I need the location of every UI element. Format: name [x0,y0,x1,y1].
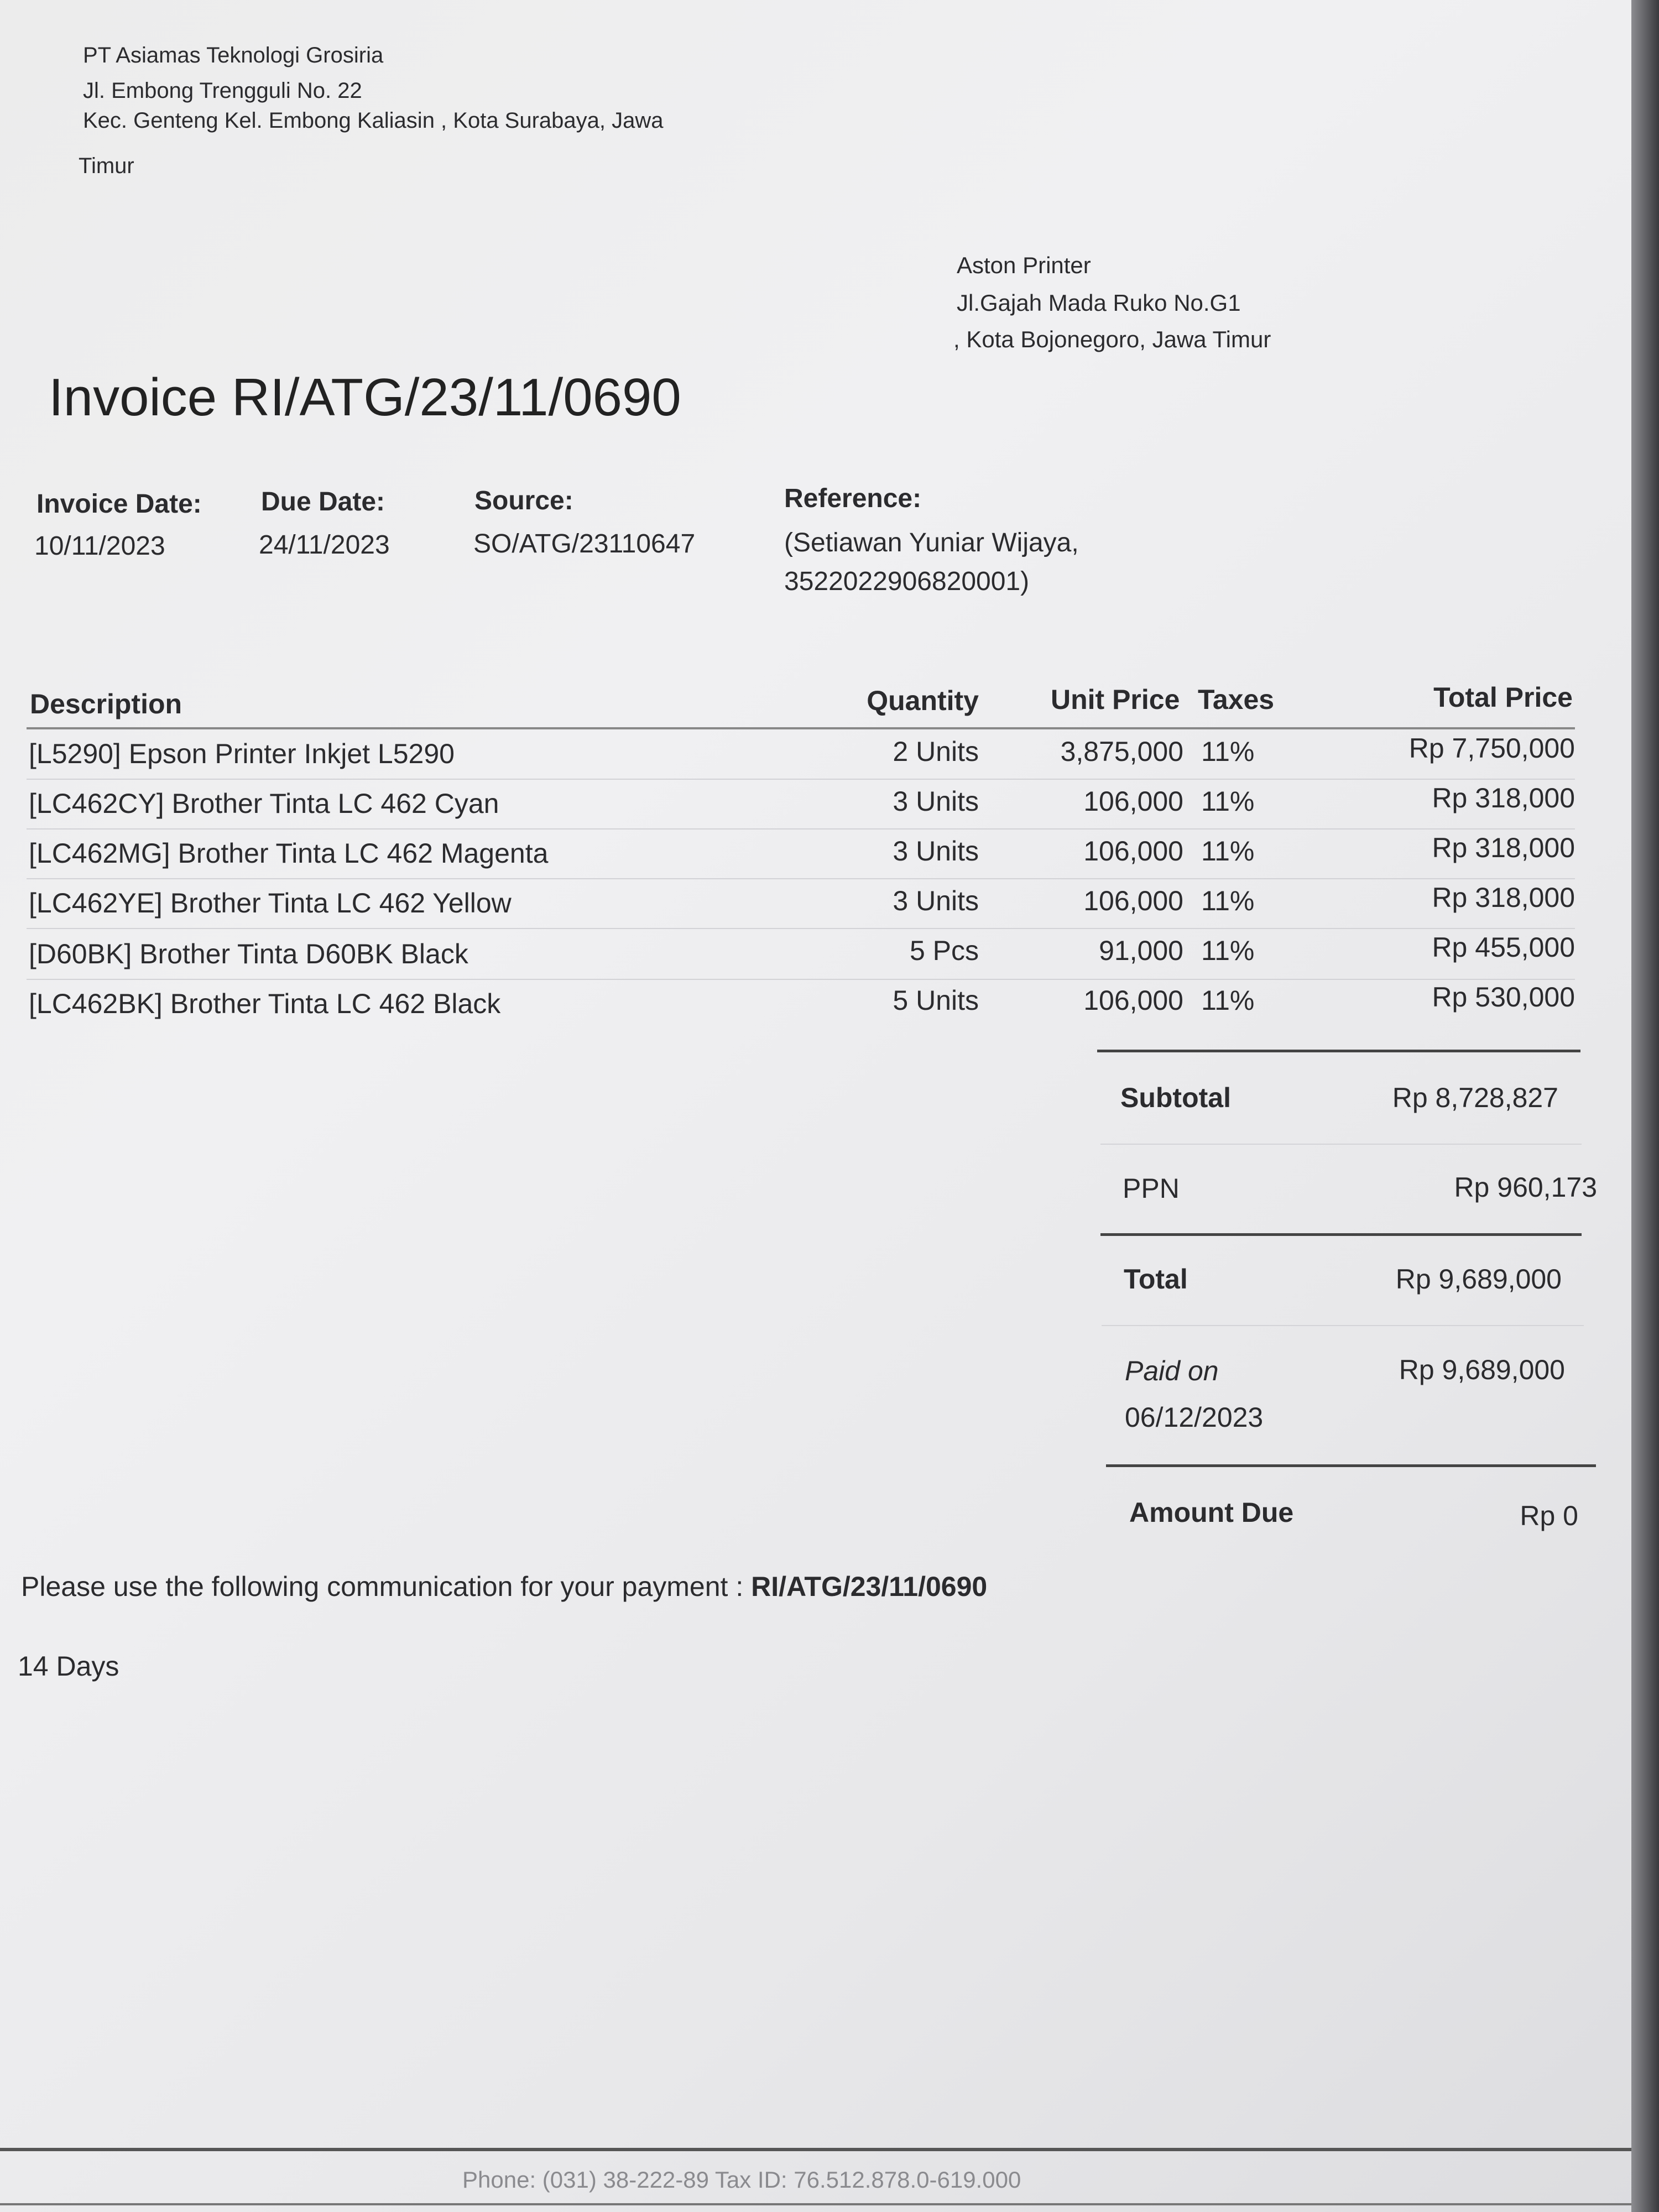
footer-bottom-divider [0,2203,1631,2205]
row-quantity: 3 Units [893,885,979,916]
row-taxes: 11% [1201,836,1255,867]
source-label: Source: [474,486,573,515]
source-value: SO/ATG/23110647 [473,529,696,559]
due-date-value: 24/11/2023 [259,530,390,560]
total-label: Total [1124,1264,1188,1295]
summary-divider [1106,1464,1596,1467]
row-description: [LC462YE] Brother Tinta LC 462 Yellow [29,888,512,919]
footer-divider [0,2148,1631,2151]
col-taxes: Taxes [1198,684,1275,715]
row-taxes: 11% [1201,786,1255,817]
col-description: Description [30,688,182,719]
company-area: Kec. Genteng Kel. Embong Kaliasin , Kota Surabaya, Jawa [83,108,664,133]
page-edge-shadow [1631,0,1659,2212]
amount-due-value: Rp 0 [1520,1500,1578,1531]
company-name: PT Asiamas Teknologi Grosiria [83,43,384,67]
customer-name: Aston Printer [957,252,1091,278]
row-total: Rp 318,000 [1432,882,1575,913]
customer-city: , Kota Bojonegoro, Jawa Timur [953,326,1271,352]
payment-reference: RI/ATG/23/11/0690 [751,1571,988,1602]
col-total-price: Total Price [1433,682,1573,713]
row-unit-price: 106,000 [1083,885,1183,916]
payment-text: Please use the following communication for your payment : [21,1571,752,1602]
row-unit-price: 3,875,000 [1060,736,1183,767]
row-divider [27,979,1575,980]
row-description: [D60BK] Brother Tinta D60BK Black [29,938,468,969]
col-unit-price: Unit Price [1051,684,1180,715]
row-description: [L5290] Epson Printer Inkjet L5290 [29,738,455,769]
row-unit-price: 91,000 [1099,935,1183,966]
invoice-date-value: 10/11/2023 [34,531,165,561]
summary-divider [1100,1233,1582,1236]
row-description: [LC462MG] Brother Tinta LC 462 Magenta [29,838,549,869]
row-divider [27,878,1575,879]
company-province: Timur [79,154,134,178]
paid-on-label: Paid on [1125,1355,1219,1386]
reference-line1: (Setiawan Yuniar Wijaya, [784,528,1079,557]
ppn-label: PPN [1123,1173,1180,1204]
invoice-date-label: Invoice Date: [36,489,202,519]
row-unit-price: 106,000 [1083,786,1183,817]
row-description: [LC462BK] Brother Tinta LC 462 Black [29,988,501,1019]
row-description: [LC462CY] Brother Tinta LC 462 Cyan [29,788,499,819]
row-divider [27,928,1575,929]
row-taxes: 11% [1201,985,1255,1016]
row-taxes: 11% [1201,736,1255,767]
row-total: Rp 318,000 [1432,832,1575,863]
reference-label: Reference: [784,484,922,513]
customer-street: Jl.Gajah Mada Ruko No.G1 [957,290,1241,316]
paid-on-date: 06/12/2023 [1125,1402,1264,1433]
row-total: Rp 7,750,000 [1408,733,1575,764]
header-divider [27,727,1575,729]
company-street: Jl. Embong Trengguli No. 22 [83,79,362,103]
due-date-label: Due Date: [261,487,385,517]
invoice-title: Invoice RI/ATG/23/11/0690 [49,368,681,427]
amount-due-label: Amount Due [1129,1497,1294,1528]
footer-contact: Phone: (031) 38-222-89 Tax ID: 76.512.878.0-619.000 [462,2167,1021,2193]
row-total: Rp 530,000 [1432,982,1575,1013]
row-quantity: 5 Units [893,985,979,1016]
ppn-value: Rp 960,173 [1454,1172,1597,1203]
row-total: Rp 318,000 [1432,782,1575,813]
row-taxes: 11% [1201,885,1255,916]
total-value: Rp 9,689,000 [1395,1264,1562,1295]
row-total: Rp 455,000 [1432,932,1575,963]
paid-value: Rp 9,689,000 [1399,1354,1565,1385]
subtotal-label: Subtotal [1120,1082,1231,1113]
row-taxes: 11% [1201,935,1255,966]
row-quantity: 3 Units [893,836,979,867]
subtotal-value: Rp 8,728,827 [1392,1082,1558,1113]
col-quantity: Quantity [867,685,979,716]
summary-row-divider [1100,1144,1582,1145]
row-quantity: 5 Pcs [909,935,979,966]
reference-line2: 3522022906820001) [784,567,1030,596]
row-unit-price: 106,000 [1083,985,1183,1016]
row-quantity: 3 Units [893,786,979,817]
row-quantity: 2 Units [893,736,979,767]
row-divider [27,828,1575,830]
payment-communication [21,1571,987,1603]
row-divider [27,779,1575,780]
row-unit-price: 106,000 [1083,836,1183,867]
summary-row-divider [1102,1325,1584,1326]
payment-terms: 14 Days [18,1651,119,1682]
summary-divider [1097,1050,1580,1052]
